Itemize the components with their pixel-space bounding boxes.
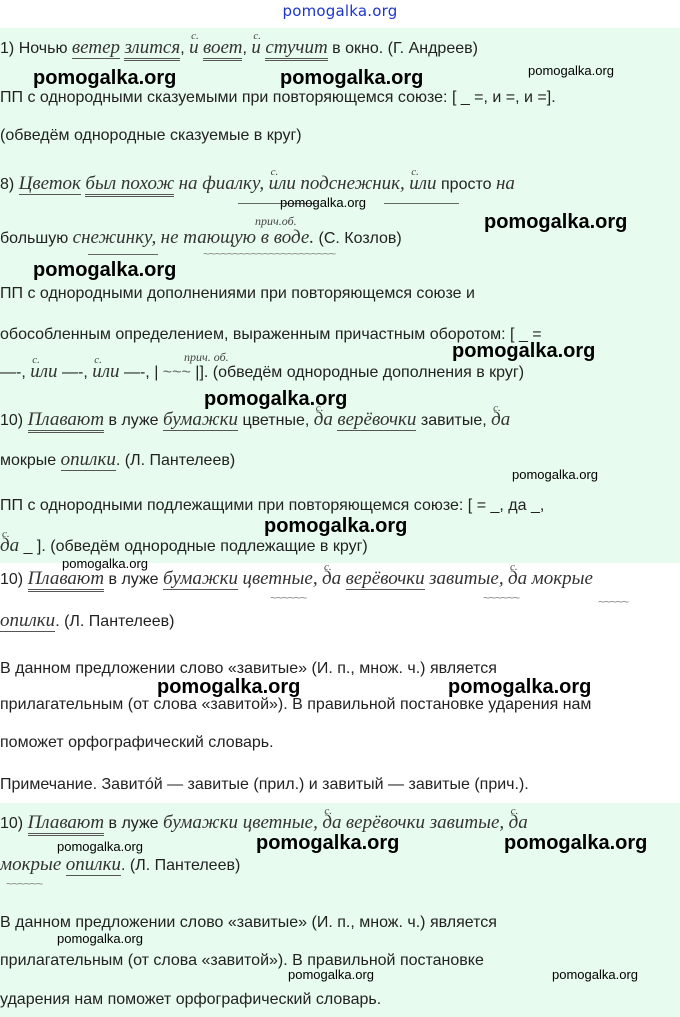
word: в луже — [108, 412, 159, 429]
word: Ночью — [18, 40, 68, 57]
predicate-word: воет — [203, 37, 242, 61]
conjunction-word: с. да — [314, 409, 333, 430]
scheme-text: ПП с однородными подлежащими при повторяющемся союзе: [ = _, да _, — [0, 497, 545, 514]
word: цветные, — [242, 412, 310, 429]
watermark: pomogalka.org — [157, 676, 301, 698]
watermark: pomogalka.org — [256, 832, 400, 854]
conjunction-word: с. или — [269, 173, 296, 194]
object-word: на — [495, 173, 515, 194]
scheme-part: —-, | — [123, 364, 159, 381]
scheme-line — [0, 88, 556, 108]
scheme-part: |]. (обведём однородные дополнения в круг) — [195, 364, 525, 381]
conjunction-word: с. да — [322, 568, 341, 589]
punct: , — [242, 40, 247, 57]
subject-word: ветер — [71, 37, 121, 58]
watermark: pomogalka.org — [484, 211, 628, 233]
footnote-text: Примечание. Завитóй — завитые (прил.) и завитый — завитые (прич.). — [0, 776, 529, 793]
conjunction-word: с. или — [30, 361, 57, 382]
subject-word: опилки — [60, 449, 116, 470]
sentence-number: 8) — [0, 176, 15, 193]
instruction-text: (обведём однородные сказуемые в круг) — [0, 127, 302, 144]
site-logo[interactable]: pomogalka.org — [282, 2, 398, 20]
object-word: снежинку, — [72, 227, 157, 248]
object-underline — [88, 254, 158, 255]
subject-word: верёвочки — [345, 568, 425, 589]
explanation-text: поможет орфографический словарь. — [0, 734, 274, 751]
scheme-text: _ ]. (обведём однородные подлежащие в круг) — [23, 538, 368, 555]
punct: , — [180, 40, 185, 57]
sentence-1 — [0, 38, 478, 59]
participle-label: прич.об. — [255, 214, 297, 228]
scheme-part: —-, — [0, 364, 26, 381]
sentence-10-cont — [0, 450, 235, 471]
sentence-10 — [0, 813, 528, 834]
watermark: pomogalka.org — [57, 931, 143, 946]
scheme-line — [0, 362, 524, 383]
sentence-10 — [0, 410, 510, 431]
scheme-text: обособленным определением, выраженным причастным оборотом: [ _ = — [0, 326, 542, 343]
sentence-tail: в окно. (Г. Андреев) — [332, 40, 478, 57]
predicate-word: Плавают — [28, 568, 104, 592]
attribute-word: мокрые — [531, 568, 593, 589]
attribute-word: мокрые — [0, 854, 62, 875]
wavy-underline: ~~~~~ — [598, 595, 629, 609]
watermark: pomogalka.org — [57, 839, 143, 854]
conjunction-word: с. или — [409, 173, 436, 194]
wavy-underline: ~~~~~~ — [483, 591, 520, 605]
word: в луже — [108, 815, 159, 832]
explanation-line — [0, 990, 381, 1010]
sentence-10 — [0, 569, 593, 590]
author: . (Л. Пантелеев) — [115, 452, 236, 469]
object-word: на фиалку, — [178, 173, 265, 194]
wavy-underline: ~~~~~~ — [6, 877, 43, 891]
sentence-number: 10) — [0, 815, 24, 832]
subject-word: верёвочки — [337, 409, 417, 430]
wavy-symbol: ~~~ — [162, 364, 191, 381]
watermark: pomogalka.org — [552, 967, 638, 982]
scheme-line — [0, 536, 368, 557]
scheme-line — [0, 496, 544, 516]
watermark: pomogalka.org — [33, 259, 177, 281]
predicate-word: стучит — [265, 37, 327, 61]
explanation-line — [0, 733, 274, 753]
scheme-part: —-, — [61, 364, 88, 381]
word: в луже — [108, 571, 159, 588]
conjunction-word: с. и — [189, 37, 199, 58]
conjunction-word: с. да — [0, 535, 19, 556]
subject-word: бумажки — [163, 409, 238, 430]
sentence-number: 1) — [0, 40, 15, 57]
watermark: pomogalka.org — [288, 967, 374, 982]
watermark: pomogalka.org — [452, 340, 596, 362]
object-word: подснежник, — [300, 173, 405, 194]
scheme-text: ПП с однородными сказуемыми при повторяющемся союзе: [ _ =, и =, и =]. — [0, 89, 556, 106]
watermark: pomogalka.org — [204, 388, 348, 410]
watermark: pomogalka.org — [280, 67, 424, 89]
conjunction-word: с. да — [509, 812, 528, 833]
conjunction-word: с. да — [508, 568, 527, 589]
participle-label: прич. об. — [184, 350, 229, 364]
predicate-word: злится — [124, 37, 180, 61]
watermark: pomogalka.org — [528, 63, 614, 78]
scheme-text: ПП с однородными дополнениями при повторяющемся союзе и — [0, 285, 475, 302]
subject-word: опилки — [65, 854, 121, 875]
sentence-8-cont — [0, 228, 402, 249]
watermark: pomogalka.org — [512, 467, 598, 482]
watermark: pomogalka.org — [504, 832, 648, 854]
explanation-text: В данном предложении слово «завитые» (И. п., множ. ч.) является — [0, 660, 497, 677]
predicate-word: Плавают — [28, 409, 104, 433]
wavy-underline: ~~~~~~~~~~~~~~~~~~~~~~ — [203, 247, 336, 261]
explanation-line — [0, 951, 484, 971]
sentence-10-cont — [0, 855, 240, 876]
word: большую — [0, 230, 69, 247]
conjunction-word: с. и — [251, 37, 261, 58]
watermark: pomogalka.org — [62, 556, 148, 571]
author: (С. Козлов) — [318, 230, 402, 247]
conjunction-word: с. или — [92, 361, 119, 382]
watermark: pomogalka.org — [33, 67, 177, 89]
sentence-number: 10) — [0, 571, 24, 588]
scheme-line — [0, 284, 475, 304]
watermark: pomogalka.org — [448, 676, 592, 698]
wavy-underline: ~~~~~~ — [270, 591, 307, 605]
subject-word: Цветок — [18, 173, 81, 194]
subject-word: бумажки — [163, 568, 238, 589]
sentence-8 — [0, 174, 515, 195]
sentence-number: 10) — [0, 412, 24, 429]
subject-group: верёвочки завитые, — [345, 812, 505, 833]
subject-word: опилки — [0, 610, 56, 631]
word: просто — [441, 176, 492, 193]
word: мокрые — [0, 452, 57, 469]
section-analysis-1 — [0, 28, 680, 563]
author: . (Л. Пантелеев) — [120, 857, 241, 874]
explanation-text: ударения нам поможет орфографический словарь. — [0, 991, 382, 1008]
object-underline — [384, 203, 459, 204]
instruction-line — [0, 126, 302, 146]
subject-group: бумажки цветные, — [163, 812, 318, 833]
explanation-text: прилагательным (от слова «завитой»). В правильной постановке ударения нам — [0, 696, 592, 713]
attribute-word: цветные, — [242, 568, 318, 589]
conjunction-word: с. да — [491, 409, 510, 430]
footnote-line — [0, 775, 529, 795]
explanation-text: прилагательным (от слова «завитой»). В правильной постановке — [0, 952, 484, 969]
explanation-line — [0, 913, 497, 933]
author: . (Л. Пантелеев) — [55, 613, 175, 630]
conjunction-word: с. да — [322, 812, 341, 833]
word: завитые, — [420, 412, 487, 429]
participle-phrase: не тающую в воде. — [160, 227, 315, 248]
attribute-word: завитые, — [429, 568, 504, 589]
explanation-text: В данном предложении слово «завитые» (И. п., множ. ч.) является — [0, 914, 497, 931]
predicate-word: был похож — [85, 173, 174, 197]
sentence-10-cont — [0, 611, 175, 632]
predicate-word: Плавают — [28, 812, 104, 836]
watermark: pomogalka.org — [280, 195, 366, 210]
watermark: pomogalka.org — [264, 515, 408, 537]
